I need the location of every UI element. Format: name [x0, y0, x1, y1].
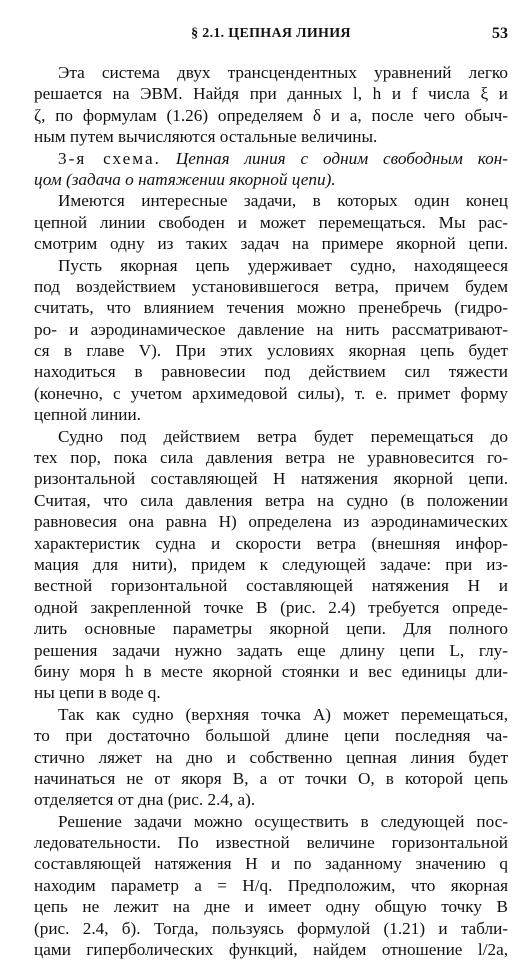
- text-line: одной закрепленной точке B (рис. 2.4) требуется опреде-: [34, 597, 508, 617]
- text-line: Судно под действием ветра будет перемещаться до: [58, 426, 508, 446]
- text-line: отделяется от дна (рис. 2.4, a).: [34, 790, 256, 810]
- text-line: цепной линии.: [34, 405, 141, 425]
- text-line: решения задачи нужно задать еще длину цепи L, глу-: [34, 640, 508, 660]
- text-line: ным путем вычисляются остальные величины.: [34, 127, 378, 147]
- text-line: (конечно, с учетом архимедовой силы), т. е. примет форму: [34, 383, 508, 403]
- text-line: смотрим одну из таких задач на примере якорной цепи.: [34, 234, 508, 254]
- text-line: мация для нити), придем к следующей задаче: при из-: [34, 554, 508, 574]
- text-line: Пусть якорная цепь удерживает судно, находящееся: [58, 255, 508, 275]
- text-line: ро- и аэродинамическое давление на нить рассматривают-: [34, 319, 508, 339]
- text-line: то при достаточно большой длине цепи последняя ча-: [34, 726, 508, 746]
- text-line: составляющей натяжения H и по заданному значению q: [34, 854, 508, 874]
- running-head: [34, 26, 508, 46]
- text-line: начинаться не от якоря B, а от точки O, в которой цепь: [34, 768, 508, 788]
- section-title: § 2.1. ЦЕПНАЯ ЛИНИЯ: [191, 26, 351, 41]
- text-line: [34, 148, 508, 169]
- text-line: цом (задача о натяжении якорной цепи).: [34, 169, 336, 189]
- text-line: Эта система двух трансцендентных уравнений легко: [58, 63, 508, 82]
- text-line: цепной линии свободен и может перемещаться. Мы рас-: [34, 212, 508, 232]
- text-line: (рис. 2.4, б). Тогда, пользуясь формулой (1.21) и табли-: [34, 918, 508, 938]
- scheme-label: 3-я схема.: [58, 148, 161, 168]
- body-text: [34, 62, 508, 960]
- text-line: Имеются интересные задачи, в которых один конец: [58, 191, 508, 211]
- text-line: характеристик судна и скорости ветра (внешняя инфор-: [34, 533, 508, 553]
- text-line: находиться в равновесии под действием сил тяжести: [34, 362, 508, 382]
- text-line: ледовательности. По известной величине горизонтальной: [34, 833, 508, 853]
- scheme-title: Цепная линия с одним свободным кон-: [160, 148, 509, 168]
- text-line: цами гиперболических функций, найдем отношение l/2a,: [34, 940, 508, 960]
- text-line: бину моря h в месте якорной стоянки и вес единицы дли-: [34, 661, 508, 681]
- text-line: считать, что влиянием течения можно пренебречь (гидро-: [34, 298, 508, 318]
- page-number: 53: [492, 25, 508, 42]
- text-line: находим параметр a = H/q. Предположим, что якорная: [34, 875, 508, 895]
- text-line: ризонтальной составляющей H натяжения якорной цепи.: [34, 469, 508, 489]
- text-line: ζ, по формулам (1.26) определяем δ и a, после чего обыч-: [34, 105, 508, 125]
- text-line: ны цепи в воде q.: [34, 683, 161, 703]
- text-line: ся в главе V). При этих условиях якорная цепь будет: [34, 341, 508, 361]
- text-line: вестной горизонтальной составляющей натяжения H и: [34, 576, 508, 596]
- text-line: решается на ЭВМ. Найдя при данных l, h и f числа ξ и: [34, 84, 508, 104]
- text-line: тех пор, пока сила давления ветра не уравновесится го-: [34, 448, 508, 468]
- text-line: под воздействием установившегося ветра, причем будем: [34, 276, 508, 296]
- text-line: равновесия она равна H) определена из аэродинамических: [34, 512, 508, 532]
- text-line: лить основные параметры якорной цепи. Для полного: [34, 619, 508, 639]
- text-line: Считая, что сила давления ветра на судно (в положении: [34, 490, 508, 510]
- text-line: Решение задачи можно осуществить в следующей пос-: [58, 811, 508, 831]
- text-line: Так как судно (верхняя точка A) может перемещаться,: [58, 704, 508, 724]
- text-line: стично ляжет на дно и собственно цепная линия будет: [34, 747, 508, 767]
- text-line: цепь не лежит на дне и имеет одну общую точку B: [34, 897, 508, 917]
